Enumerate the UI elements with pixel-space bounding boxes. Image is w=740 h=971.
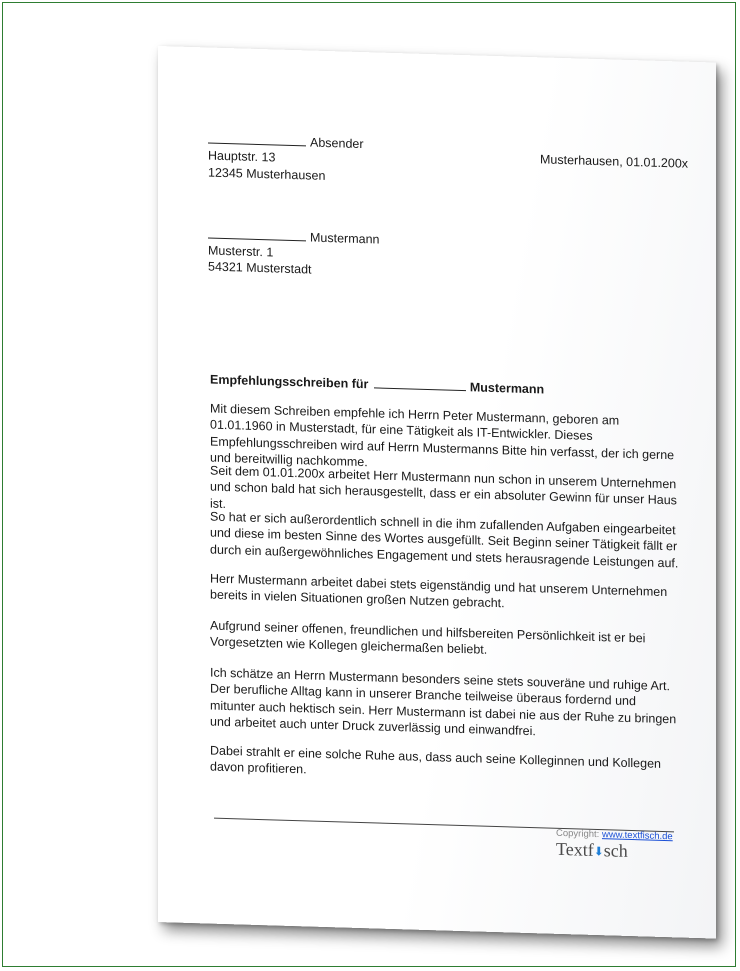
recipient-street: Musterstr. 1 xyxy=(208,243,274,260)
fish-icon: ⬇ xyxy=(593,844,604,859)
body-paragraph-6: Ich schätze an Herrn Mustermann besonders seine stets souveräne und ruhige Art. Der berufliche Alltag kann in unserer Branche teilweise überaus fordernd und mitunter auch hektisch sein. Herr Mustermann ist dabei nie aus der Ruhe zu bringen und arbeitet auch unter Druck zuverlässig und einwandfrei. xyxy=(210,665,677,739)
body-paragraph-7: Dabei strahlt er eine solche Ruhe aus, dass auch seine Kolleginnen und Kollegen davon profitieren. xyxy=(210,743,661,777)
body-paragraph-5: Aufgrund seiner offenen, freundlichen und hilfsbereiten Persönlichkeit ist er bei Vorgesetzten wie Kollegen gleichermaßen beliebt. xyxy=(210,618,646,658)
body-paragraph-4: Herr Mustermann arbeitet dabei stets eigenständig und hat unserem Unternehmen bereits in vielen Situationen großen Nutzen gebracht. xyxy=(210,571,668,611)
subject-name-blank xyxy=(374,377,466,391)
copyright-label: Copyright: xyxy=(556,827,600,841)
textfisch-link[interactable]: www.textfisch.de xyxy=(601,829,673,843)
body-paragraph-3: So hat er sich außerordentlich schnell in die ihm zufallenden Aufgaben eingearbeitet und diese im besten Sinne des Wortes ausgefüllt. Seit Beginn seiner Tätigkeit fällt er durch ein außergewöhnliches Engagement und stets herausragende Leistungen auf. xyxy=(210,509,679,571)
logo-text-start: Textf xyxy=(556,838,594,860)
recipient-city: 54321 Musterstadt xyxy=(208,259,312,277)
date-line: Musterhausen, 01.01.200x xyxy=(540,152,689,171)
recipient-name-blank xyxy=(208,227,306,241)
body-paragraph-1: Mit diesem Schreiben empfehle ich Herrn Peter Mustermann, geboren am 01.01.1960 in Musterstadt, für eine Tätigkeit als IT-Entwickler. Dieses Empfehlungsschreiben wird auf Herrn Mustermanns Bitte hin verfasst, der ich gerne und bereitwillig nachkomme. xyxy=(210,401,675,470)
letter-subject xyxy=(210,373,544,397)
sender-label: Absender xyxy=(310,135,364,152)
sender-name-blank xyxy=(208,132,306,146)
body-paragraph-2: Seit dem 01.01.200x arbeitet Herr Mustermann nun schon in unserem Unternehmen und schon bald hat sich herausgestellt, dass er ein absoluter Gewinn für unser Haus ist. xyxy=(210,463,677,511)
textfisch-logo xyxy=(556,839,628,862)
sender-street: Hauptstr. 13 xyxy=(208,148,276,165)
logo-text-end: sch xyxy=(603,840,628,861)
sender-city: 12345 Musterhausen xyxy=(208,165,326,183)
letter-page xyxy=(158,46,716,939)
subject-name: Mustermann xyxy=(469,380,545,397)
subject-prefix: Empfehlungsschreiben für xyxy=(210,372,369,392)
recipient-name: Mustermann xyxy=(310,230,380,247)
